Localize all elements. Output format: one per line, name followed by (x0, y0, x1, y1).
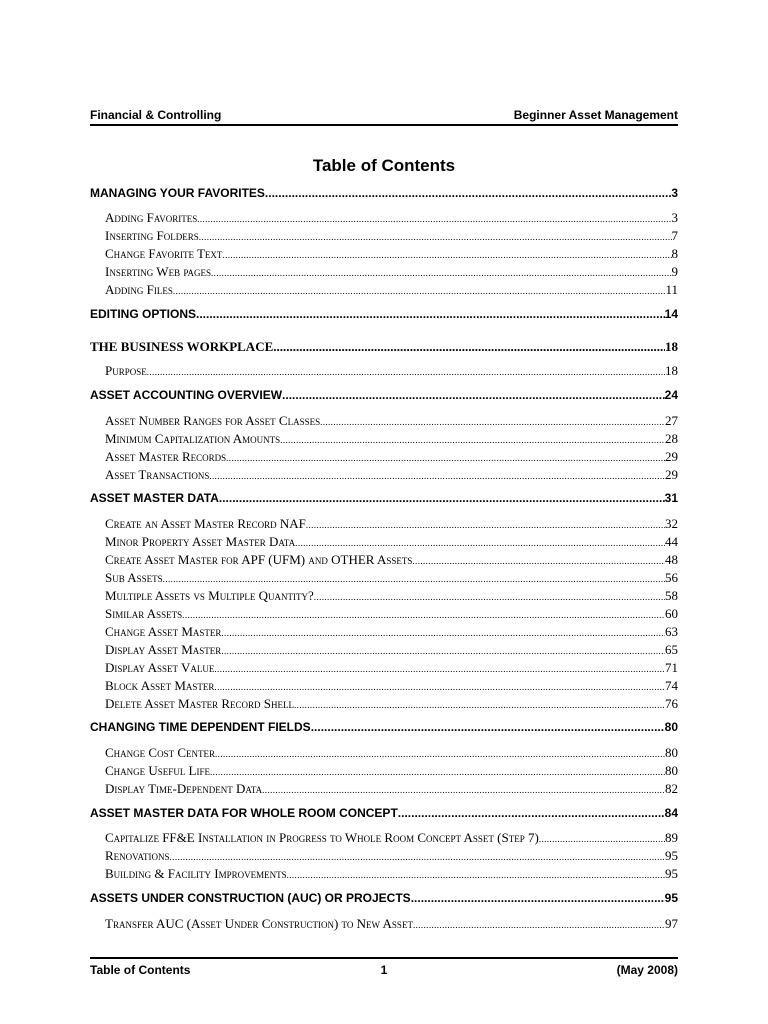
toc-entry[interactable] (90, 891, 678, 905)
toc-entry-page: 32 (665, 516, 678, 531)
toc-entry-page: 27 (665, 413, 678, 428)
toc-leader (226, 449, 665, 465)
toc-entry-text: Similar Assets (105, 606, 183, 621)
toc-entry-text: Create Asset Master for APF (UFM) and OTHER Assets (105, 552, 413, 567)
toc-entry-page: 74 (665, 678, 678, 693)
toc-entry[interactable] (105, 413, 678, 429)
toc-entry-text: ASSET MASTER DATA (90, 491, 219, 505)
toc-leader (398, 806, 665, 820)
toc-leader (214, 678, 665, 694)
toc-leader (147, 363, 665, 379)
toc-entry[interactable] (105, 866, 678, 882)
toc-entry-page: 71 (665, 660, 678, 675)
toc-entry-text: Display Time-Dependent Data (105, 781, 263, 796)
toc-leader (219, 491, 665, 505)
toc-entry-text: Display Asset Value (105, 660, 215, 675)
toc-leader (411, 891, 665, 905)
toc-entry[interactable] (105, 781, 678, 797)
toc-leader (182, 606, 665, 622)
toc-leader (311, 720, 665, 734)
toc-entry[interactable] (90, 186, 678, 200)
toc-entry[interactable] (105, 431, 678, 447)
toc-entry-text: Minimum Capitalization Amounts (105, 431, 281, 446)
toc-leader (539, 830, 665, 846)
toc-entry[interactable] (105, 848, 678, 864)
toc-entry-page: 76 (665, 696, 678, 711)
toc-entry[interactable] (90, 491, 678, 505)
toc-entry-page: 60 (665, 606, 678, 621)
toc-leader (197, 210, 671, 226)
toc-entry-page: 31 (664, 491, 678, 505)
page-header (90, 106, 678, 124)
toc-entry-page: 95 (664, 891, 678, 905)
toc-leader (273, 339, 665, 355)
toc-entry-page: 3 (671, 186, 678, 200)
toc-entry-text: Renovations (105, 848, 170, 863)
toc-entry[interactable] (105, 264, 678, 280)
toc-entry-text: Transfer AUC (Asset Under Construction) to New Asset (105, 916, 413, 931)
toc-entry[interactable] (105, 916, 678, 932)
footer-date: (May 2008) (616, 963, 678, 977)
header-rule (90, 124, 678, 126)
toc-entry-page: 63 (665, 624, 678, 639)
toc-leader (265, 186, 671, 200)
toc-entry[interactable] (90, 720, 678, 734)
toc-entry-text: Building & Facility Improvements (105, 866, 287, 881)
toc-entry-text: Inserting Folders (105, 228, 199, 243)
toc-leader (412, 552, 665, 568)
toc-entry-text: Sub Assets (105, 570, 163, 585)
toc-entry[interactable] (105, 624, 678, 640)
toc-entry[interactable] (105, 830, 678, 846)
toc-entry-text: Change Favorite Text (105, 246, 223, 261)
toc-entry[interactable] (90, 388, 678, 402)
toc-leader (209, 467, 665, 483)
toc-entry-text: Asset Transactions (105, 467, 210, 482)
toc-leader (199, 228, 672, 244)
toc-entry[interactable] (105, 552, 678, 568)
toc-entry[interactable] (105, 246, 678, 262)
toc-entry[interactable] (105, 516, 678, 532)
page-number: 1 (380, 963, 388, 977)
toc-entry-page: 84 (664, 806, 678, 820)
toc-entry[interactable] (105, 678, 678, 694)
toc-leader (173, 282, 666, 298)
toc-entry-text: Delete Asset Master Record Shell (105, 696, 295, 711)
toc-entry-text: Adding Favorites (105, 210, 198, 225)
toc-entry-text: Block Asset Master (105, 678, 215, 693)
toc-entry-text: Inserting Web pages (105, 264, 212, 279)
toc-entry-page: 18 (665, 339, 678, 354)
header-right-text: Beginner Asset Management (513, 108, 678, 122)
toc-entry-text: Display Asset Master (105, 642, 222, 657)
footer-left-text: Table of Contents (90, 963, 191, 977)
toc-leader (221, 624, 665, 640)
toc-entry-page: 97 (665, 916, 678, 931)
toc-entry-page: 48 (665, 552, 678, 567)
toc-entry[interactable] (105, 467, 678, 483)
toc-entry-page: 3 (671, 210, 678, 225)
toc-entry-text: Change Useful Life (105, 763, 211, 778)
toc-leader (282, 388, 665, 402)
toc-entry[interactable] (90, 339, 678, 355)
toc-leader (287, 866, 665, 882)
toc-leader (211, 264, 671, 280)
page-title: Table of Contents (312, 156, 456, 175)
toc-entry-text: Asset Number Ranges for Asset Classes (105, 413, 321, 428)
toc-entry[interactable] (105, 763, 678, 779)
toc-leader (280, 431, 665, 447)
toc-leader (306, 516, 665, 532)
toc-entry[interactable] (105, 449, 678, 465)
toc-leader (196, 307, 665, 321)
toc-entry-text: Minor Property Asset Master Data (105, 534, 296, 549)
toc-entry[interactable] (105, 606, 678, 622)
toc-entry-page: 11 (665, 282, 678, 297)
toc-leader (294, 696, 665, 712)
toc-entry[interactable] (105, 570, 678, 586)
toc-entry-page: 9 (671, 264, 678, 279)
toc-entry-page: 44 (665, 534, 678, 549)
toc-entry-text: Create an Asset Master Record NAF (105, 516, 306, 531)
toc-leader (262, 781, 665, 797)
toc-entry-page: 14 (664, 307, 678, 321)
toc-entry-text: Adding Files (105, 282, 173, 297)
toc-leader (295, 534, 665, 550)
toc-entry-text: Asset Master Records (105, 449, 227, 464)
toc-entry[interactable] (105, 696, 678, 712)
toc-entry-page: 80 (664, 720, 678, 734)
toc-entry-page: 29 (665, 467, 678, 482)
toc-entry-text: Change Cost Center (105, 745, 216, 760)
toc-entry[interactable] (90, 806, 678, 820)
header-left-text: Financial & Controlling (90, 108, 222, 122)
toc-entry-page: 95 (665, 866, 678, 881)
toc-leader (215, 745, 665, 761)
toc-leader (314, 588, 665, 604)
toc-leader (163, 570, 665, 586)
toc-entry-page: 80 (665, 763, 678, 778)
toc-leader (170, 848, 665, 864)
toc-leader (210, 763, 665, 779)
toc-entry-text: CHANGING TIME DEPENDENT FIELDS (90, 720, 311, 734)
toc-entry-page: 28 (665, 431, 678, 446)
toc-entry-text: Multiple Assets vs Multiple Quantity? (105, 588, 314, 603)
toc-entry-text: MANAGING YOUR FAVORITES (90, 186, 265, 200)
toc-entry-text: EDITING OPTIONS (90, 307, 197, 321)
toc-leader (413, 916, 665, 932)
toc-entry[interactable] (105, 660, 678, 676)
footer-rule (90, 957, 678, 959)
toc-entry[interactable] (105, 210, 678, 226)
toc-entry[interactable] (105, 588, 678, 604)
toc-entry-text: ASSETS UNDER CONSTRUCTION (AUC) OR PROJECTS (90, 891, 411, 905)
toc-entry-text: ASSET MASTER DATA FOR WHOLE ROOM CONCEPT (90, 806, 398, 820)
toc-entry-page: 89 (665, 830, 678, 845)
toc-leader (222, 246, 671, 262)
toc-entry[interactable] (105, 363, 678, 379)
toc-entry[interactable] (90, 307, 678, 321)
toc-entry[interactable] (105, 282, 678, 298)
toc-entry-page: 24 (664, 388, 678, 402)
toc-entry[interactable] (105, 534, 678, 550)
toc-entry-page: 56 (665, 570, 678, 585)
toc-entry-text: Purpose (105, 363, 147, 378)
toc-entry-page: 65 (665, 642, 678, 657)
toc-entry-text: THE BUSINESS WORKPLACE (90, 339, 274, 354)
toc-entry-page: 80 (665, 745, 678, 760)
toc-entry-page: 29 (665, 449, 678, 464)
toc-entry[interactable] (105, 745, 678, 761)
page-footer (90, 963, 678, 979)
toc-entry-page: 58 (665, 588, 678, 603)
toc-entry-text: ASSET ACCOUNTING OVERVIEW (90, 388, 283, 402)
toc-leader (221, 642, 665, 658)
toc-leader (320, 413, 665, 429)
toc-entry-text: Change Asset Master (105, 624, 222, 639)
toc-entry-page: 8 (671, 246, 678, 261)
toc-entry[interactable] (105, 642, 678, 658)
toc-entry-page: 18 (665, 363, 678, 378)
toc-entry-page: 82 (665, 781, 678, 796)
toc-leader (214, 660, 665, 676)
toc-entry[interactable] (105, 228, 678, 244)
toc-entry-text: Capitalize FF&E Installation in Progress to Whole Room Concept Asset (Step 7) (105, 830, 539, 845)
toc-entry-page: 7 (671, 228, 678, 243)
toc-entry-page: 95 (665, 848, 678, 863)
